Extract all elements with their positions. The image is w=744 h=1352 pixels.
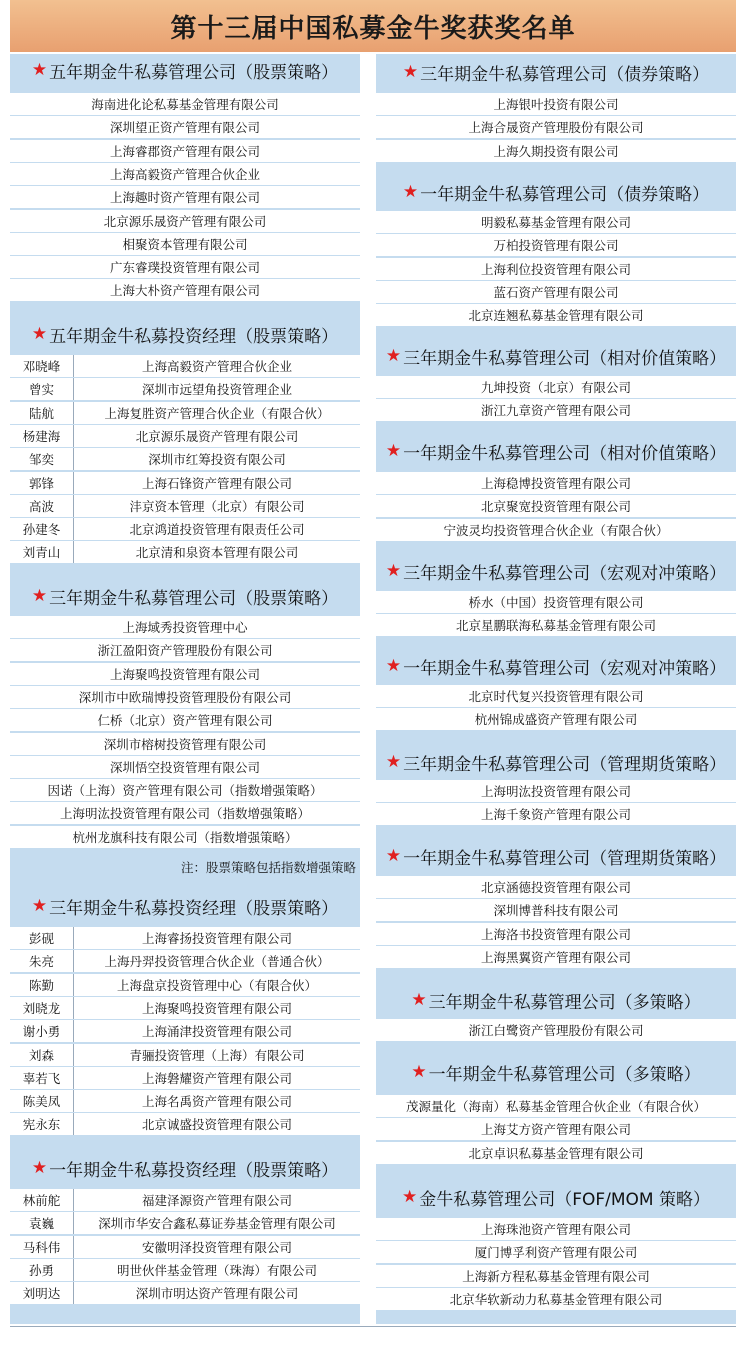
manager-name: 杨建海 bbox=[10, 425, 74, 447]
manager-name: 刘青山 bbox=[10, 541, 74, 563]
table-row bbox=[376, 803, 736, 825]
company-name: 上海洛书投资管理有限公司 bbox=[480, 926, 631, 942]
manager-name: 林前舵 bbox=[10, 1189, 74, 1211]
table-row bbox=[10, 663, 360, 685]
star-icon: ★ bbox=[401, 1187, 418, 1207]
table-row bbox=[10, 402, 360, 424]
manager-name: 邓晓峰 bbox=[10, 355, 74, 377]
table-row bbox=[10, 518, 360, 540]
section-title-text: 三年期金牛私募管理公司（相对价值策略） bbox=[403, 348, 727, 369]
star-icon: ★ bbox=[402, 62, 419, 82]
company-name: 明毅私募基金管理有限公司 bbox=[480, 215, 631, 230]
table-row bbox=[10, 355, 360, 377]
page-title: 第十三届中国私募金牛奖获奖名单 bbox=[170, 13, 576, 44]
table-row bbox=[376, 780, 736, 802]
company-name: 青骊投资管理（上海）有限公司 bbox=[129, 1047, 305, 1063]
company-name: 上海盘京投资管理中心（有限合伙） bbox=[116, 977, 317, 993]
section-title bbox=[376, 750, 736, 774]
star-icon: ★ bbox=[31, 586, 48, 606]
company-name: 深圳市明达资产管理有限公司 bbox=[135, 1286, 299, 1302]
bottom-divider bbox=[10, 1326, 736, 1327]
company-name: 上海名禹资产管理有限公司 bbox=[141, 1094, 292, 1110]
company-name: 福建泽源资产管理有限公司 bbox=[141, 1193, 292, 1208]
table-row bbox=[376, 1142, 736, 1164]
table-row bbox=[10, 1090, 360, 1112]
star-icon: ★ bbox=[411, 990, 427, 1010]
manager-name: 彭砚 bbox=[10, 927, 74, 949]
table-row bbox=[10, 93, 360, 115]
company-name: 上海千象资产管理有限公司 bbox=[480, 807, 631, 823]
table-row bbox=[10, 709, 360, 731]
section-title bbox=[10, 1156, 360, 1180]
manager-name: 郭锋 bbox=[10, 472, 74, 494]
manager-name: 马科伟 bbox=[10, 1236, 74, 1258]
manager-name: 曾实 bbox=[10, 378, 74, 400]
company-name: 上海涌津投资管理有限公司 bbox=[141, 1024, 292, 1040]
company-name: 上海石锋资产管理有限公司 bbox=[141, 475, 292, 491]
company-name: 万柏投资管理有限公司 bbox=[493, 238, 619, 254]
section-title-text: 一年期金牛私募管理公司（多策略） bbox=[428, 1064, 701, 1085]
company-name: 北京卓识私募基金管理有限公司 bbox=[468, 1145, 644, 1161]
company-name: 蓝石资产管理有限公司 bbox=[493, 284, 619, 300]
company-name: 沣京资本管理（北京）有限公司 bbox=[129, 498, 305, 514]
company-name: 北京星鹏联海私募基金管理有限公司 bbox=[455, 618, 656, 634]
manager-name: 陈美凤 bbox=[10, 1090, 74, 1112]
footnote: 注：股票策略包括指数增强策略 bbox=[180, 860, 356, 875]
section-title bbox=[376, 988, 736, 1012]
manager-name: 高波 bbox=[10, 495, 74, 517]
company-name: 上海复胜资产管理合伙企业（有限合伙） bbox=[104, 405, 330, 421]
manager-name: 刘森 bbox=[10, 1044, 74, 1066]
star-icon: ★ bbox=[31, 324, 48, 344]
star-icon: ★ bbox=[385, 846, 402, 866]
section-title bbox=[376, 344, 736, 368]
section-title-text: 一年期金牛私募管理公司（债券策略） bbox=[420, 184, 710, 205]
star-icon: ★ bbox=[411, 1062, 427, 1082]
table-row bbox=[10, 1212, 360, 1234]
company-name: 上海艾方资产管理有限公司 bbox=[480, 1122, 631, 1138]
table-row bbox=[10, 779, 360, 801]
section-title-text: 一年期金牛私募管理公司（相对价值策略） bbox=[403, 443, 727, 464]
table-row bbox=[376, 258, 736, 280]
section-title bbox=[376, 1185, 736, 1209]
company-name: 深圳市红筹投资有限公司 bbox=[148, 452, 286, 468]
company-name: 厦门博孚利资产管理有限公司 bbox=[474, 1245, 638, 1261]
table-row bbox=[376, 1118, 736, 1140]
company-name: 相聚资本管理有限公司 bbox=[122, 236, 248, 252]
table-row bbox=[376, 304, 736, 326]
company-name: 上海丹羿投资管理合伙企业（普通合伙） bbox=[104, 954, 330, 970]
company-name: 北京鸿道投资管理有限责任公司 bbox=[129, 522, 305, 538]
company-name: 浙江九章资产管理有限公司 bbox=[480, 403, 631, 419]
company-name: 上海银叶投资有限公司 bbox=[493, 97, 619, 112]
company-name: 深圳市榕树投资管理有限公司 bbox=[103, 736, 267, 752]
table-row bbox=[376, 495, 736, 517]
manager-name: 陈勤 bbox=[10, 974, 74, 996]
company-name: 上海合晟资产管理股份有限公司 bbox=[468, 120, 644, 136]
table-row bbox=[376, 685, 736, 707]
manager-name: 孙勇 bbox=[10, 1259, 74, 1281]
star-icon: ★ bbox=[385, 561, 402, 581]
table-row bbox=[376, 708, 736, 730]
company-name: 深圳博普科技有限公司 bbox=[493, 903, 619, 919]
right-column bbox=[376, 54, 736, 1324]
company-name: 上海明汯投资管理有限公司（指数增强策略） bbox=[59, 806, 310, 822]
table-row bbox=[10, 756, 360, 778]
company-name: 上海稳博投资管理有限公司 bbox=[480, 476, 631, 491]
section-title-text: 五年期金牛私募管理公司（股票策略） bbox=[49, 62, 339, 83]
section-title bbox=[376, 559, 736, 583]
section-title bbox=[376, 844, 736, 868]
section-title-text: 三年期金牛私募管理公司（多策略） bbox=[428, 992, 701, 1013]
company-name: 深圳望正资产管理有限公司 bbox=[109, 120, 260, 136]
table-row bbox=[376, 1265, 736, 1287]
table-row bbox=[10, 1020, 360, 1042]
table-row bbox=[376, 1288, 736, 1310]
manager-name: 陆航 bbox=[10, 402, 74, 424]
title-banner bbox=[10, 0, 736, 52]
section-title-text: 三年期金牛私募管理公司（债券策略） bbox=[420, 64, 710, 85]
table-row bbox=[10, 472, 360, 494]
company-name: 北京涵德投资管理有限公司 bbox=[480, 880, 631, 895]
table-row bbox=[10, 1259, 360, 1281]
star-icon: ★ bbox=[385, 346, 402, 366]
company-name: 上海聚鸣投资管理有限公司 bbox=[141, 1000, 292, 1016]
company-name: 上海新方程私募基金管理有限公司 bbox=[462, 1268, 650, 1284]
company-name: 九坤投资（北京）有限公司 bbox=[480, 380, 631, 395]
table-row bbox=[376, 116, 736, 138]
manager-name: 邹奕 bbox=[10, 448, 74, 470]
table-row bbox=[10, 639, 360, 661]
table-row bbox=[10, 116, 360, 138]
table-row bbox=[376, 140, 736, 162]
table-row bbox=[376, 614, 736, 636]
star-icon: ★ bbox=[31, 896, 48, 916]
table-row bbox=[376, 519, 736, 541]
company-name: 上海趣时资产管理有限公司 bbox=[109, 190, 260, 206]
section-title bbox=[376, 654, 736, 678]
company-name: 深圳市远望角投资管理企业 bbox=[141, 382, 292, 398]
section-title-text: 三年期金牛私募管理公司（股票策略） bbox=[49, 588, 339, 609]
company-name: 安徽明泽投资管理有限公司 bbox=[141, 1239, 292, 1255]
table-row bbox=[10, 425, 360, 447]
star-icon: ★ bbox=[31, 60, 48, 80]
table-row bbox=[10, 1067, 360, 1089]
company-name: 深圳市华安合鑫私募证券基金管理有限公司 bbox=[98, 1216, 336, 1232]
table-row bbox=[10, 616, 360, 638]
company-name: 明世伙伴基金管理（珠海）有限公司 bbox=[116, 1262, 317, 1278]
table-row bbox=[376, 1218, 736, 1240]
table-row bbox=[10, 448, 360, 470]
section-title-text: 三年期金牛私募管理公司（管理期货策略） bbox=[403, 754, 727, 775]
table-row bbox=[10, 495, 360, 517]
company-name: 海南进化论私募基金管理有限公司 bbox=[91, 97, 279, 112]
table-row bbox=[10, 733, 360, 755]
section-title bbox=[10, 58, 360, 82]
section-title-text: 三年期金牛私募管理公司（宏观对冲策略） bbox=[403, 563, 727, 584]
table-row bbox=[10, 927, 360, 949]
company-name: 浙江白鹭资产管理股份有限公司 bbox=[468, 1023, 644, 1038]
section-title bbox=[10, 584, 360, 608]
table-row bbox=[10, 233, 360, 255]
table-row bbox=[10, 1044, 360, 1066]
company-name: 深圳悟空投资管理有限公司 bbox=[109, 759, 260, 775]
section-title bbox=[376, 1060, 736, 1084]
company-name: 上海利位投资管理有限公司 bbox=[480, 261, 631, 277]
star-icon: ★ bbox=[385, 441, 402, 461]
company-name: 北京时代复兴投资管理有限公司 bbox=[468, 689, 644, 704]
section-title-text: 一年期金牛私募投资经理（股票策略） bbox=[49, 1160, 339, 1181]
table-row bbox=[376, 591, 736, 613]
table-row bbox=[10, 1113, 360, 1135]
table-row bbox=[10, 1282, 360, 1304]
table-row bbox=[376, 376, 736, 398]
company-name: 上海磐耀资产管理有限公司 bbox=[141, 1070, 292, 1086]
section-title bbox=[10, 322, 360, 346]
company-name: 上海高毅资产管理合伙企业 bbox=[141, 359, 292, 374]
table-row bbox=[10, 541, 360, 563]
section-title-text: 五年期金牛私募投资经理（股票策略） bbox=[49, 326, 339, 347]
company-name: 茂源量化（海南）私募基金管理合伙企业（有限合伙） bbox=[405, 1099, 706, 1114]
table-row bbox=[10, 686, 360, 708]
table-row bbox=[10, 1189, 360, 1211]
company-name: 北京源乐晟资产管理有限公司 bbox=[103, 213, 267, 229]
table-row bbox=[10, 163, 360, 185]
section-title bbox=[376, 60, 736, 84]
table-row bbox=[10, 802, 360, 824]
company-name: 北京华软新动力私募基金管理有限公司 bbox=[449, 1291, 663, 1307]
company-name: 上海明汯投资管理有限公司 bbox=[480, 784, 631, 799]
table-row bbox=[10, 826, 360, 848]
company-name: 仁桥（北京）资产管理有限公司 bbox=[97, 713, 273, 729]
company-name: 上海黑翼资产管理有限公司 bbox=[480, 949, 631, 965]
company-name: 上海珠池资产管理有限公司 bbox=[480, 1222, 631, 1237]
table-row bbox=[376, 93, 736, 115]
table-row bbox=[10, 279, 360, 301]
company-name: 上海聚鸣投资管理有限公司 bbox=[109, 666, 260, 682]
star-icon: ★ bbox=[385, 656, 402, 676]
table-row bbox=[376, 211, 736, 233]
manager-name: 谢小勇 bbox=[10, 1020, 74, 1042]
table-row bbox=[376, 1095, 736, 1117]
company-name: 杭州龙旗科技有限公司（指数增强策略） bbox=[72, 829, 298, 845]
company-name: 北京诚盛投资管理有限公司 bbox=[141, 1117, 292, 1133]
company-name: 上海睿扬投资管理有限公司 bbox=[141, 931, 292, 946]
table-row bbox=[10, 140, 360, 162]
table-row bbox=[376, 234, 736, 256]
section-title-text: 一年期金牛私募管理公司（宏观对冲策略） bbox=[403, 658, 727, 679]
company-name: 广东睿璞投资管理有限公司 bbox=[109, 260, 260, 276]
manager-name: 朱亮 bbox=[10, 950, 74, 972]
table-row bbox=[376, 281, 736, 303]
table-row bbox=[10, 950, 360, 972]
table-row bbox=[376, 899, 736, 921]
company-name: 北京聚宽投资管理有限公司 bbox=[480, 499, 631, 515]
table-row bbox=[376, 399, 736, 421]
table-row bbox=[10, 1236, 360, 1258]
company-name: 上海域秀投资管理中心 bbox=[122, 620, 248, 635]
company-name: 因诺（上海）资产管理有限公司（指数增强策略） bbox=[47, 783, 323, 799]
table-row bbox=[376, 1241, 736, 1263]
table-row bbox=[10, 210, 360, 232]
company-name: 北京源乐晟资产管理有限公司 bbox=[135, 428, 299, 444]
manager-name: 袁巍 bbox=[10, 1212, 74, 1234]
table-row bbox=[10, 974, 360, 996]
table-row bbox=[376, 876, 736, 898]
manager-name: 辜若飞 bbox=[10, 1067, 74, 1089]
section-title-text: 三年期金牛私募投资经理（股票策略） bbox=[49, 898, 339, 919]
company-name: 宁波灵均投资管理合伙企业（有限合伙） bbox=[443, 522, 669, 538]
table-row bbox=[376, 946, 736, 968]
table-row bbox=[376, 923, 736, 945]
section-title bbox=[376, 439, 736, 463]
table-row bbox=[10, 186, 360, 208]
manager-name: 刘明达 bbox=[10, 1282, 74, 1304]
company-name: 浙江盈阳资产管理股份有限公司 bbox=[97, 643, 273, 659]
manager-name: 宪永东 bbox=[10, 1113, 74, 1135]
company-name: 上海久期投资有限公司 bbox=[493, 143, 619, 159]
section-title bbox=[376, 180, 736, 204]
company-name: 深圳市中欧瑞博投资管理股份有限公司 bbox=[78, 689, 292, 705]
table-row bbox=[376, 1019, 736, 1041]
table-row bbox=[376, 472, 736, 494]
manager-name: 孙建冬 bbox=[10, 518, 74, 540]
table-row bbox=[10, 256, 360, 278]
star-icon: ★ bbox=[31, 1158, 48, 1178]
star-icon: ★ bbox=[402, 182, 419, 202]
table-row bbox=[10, 378, 360, 400]
company-name: 杭州锦成盛资产管理有限公司 bbox=[474, 712, 638, 728]
company-name: 上海大朴资产管理有限公司 bbox=[109, 283, 260, 299]
company-name: 上海高毅资产管理合伙企业 bbox=[109, 166, 260, 182]
table-row bbox=[10, 997, 360, 1019]
section-title-text: 一年期金牛私募管理公司（管理期货策略） bbox=[403, 848, 727, 869]
star-icon: ★ bbox=[385, 752, 402, 772]
company-name: 北京清和泉资本管理有限公司 bbox=[135, 545, 299, 561]
manager-name: 刘晓龙 bbox=[10, 997, 74, 1019]
section-title-text: 金牛私募管理公司（FOF/MOM 策略） bbox=[419, 1189, 711, 1210]
left-column bbox=[10, 54, 360, 1324]
company-name: 桥水（中国）投资管理有限公司 bbox=[468, 595, 644, 610]
company-name: 上海睿郡资产管理有限公司 bbox=[109, 143, 260, 159]
company-name: 北京连翘私募基金管理有限公司 bbox=[468, 308, 644, 324]
section-title bbox=[10, 894, 360, 918]
